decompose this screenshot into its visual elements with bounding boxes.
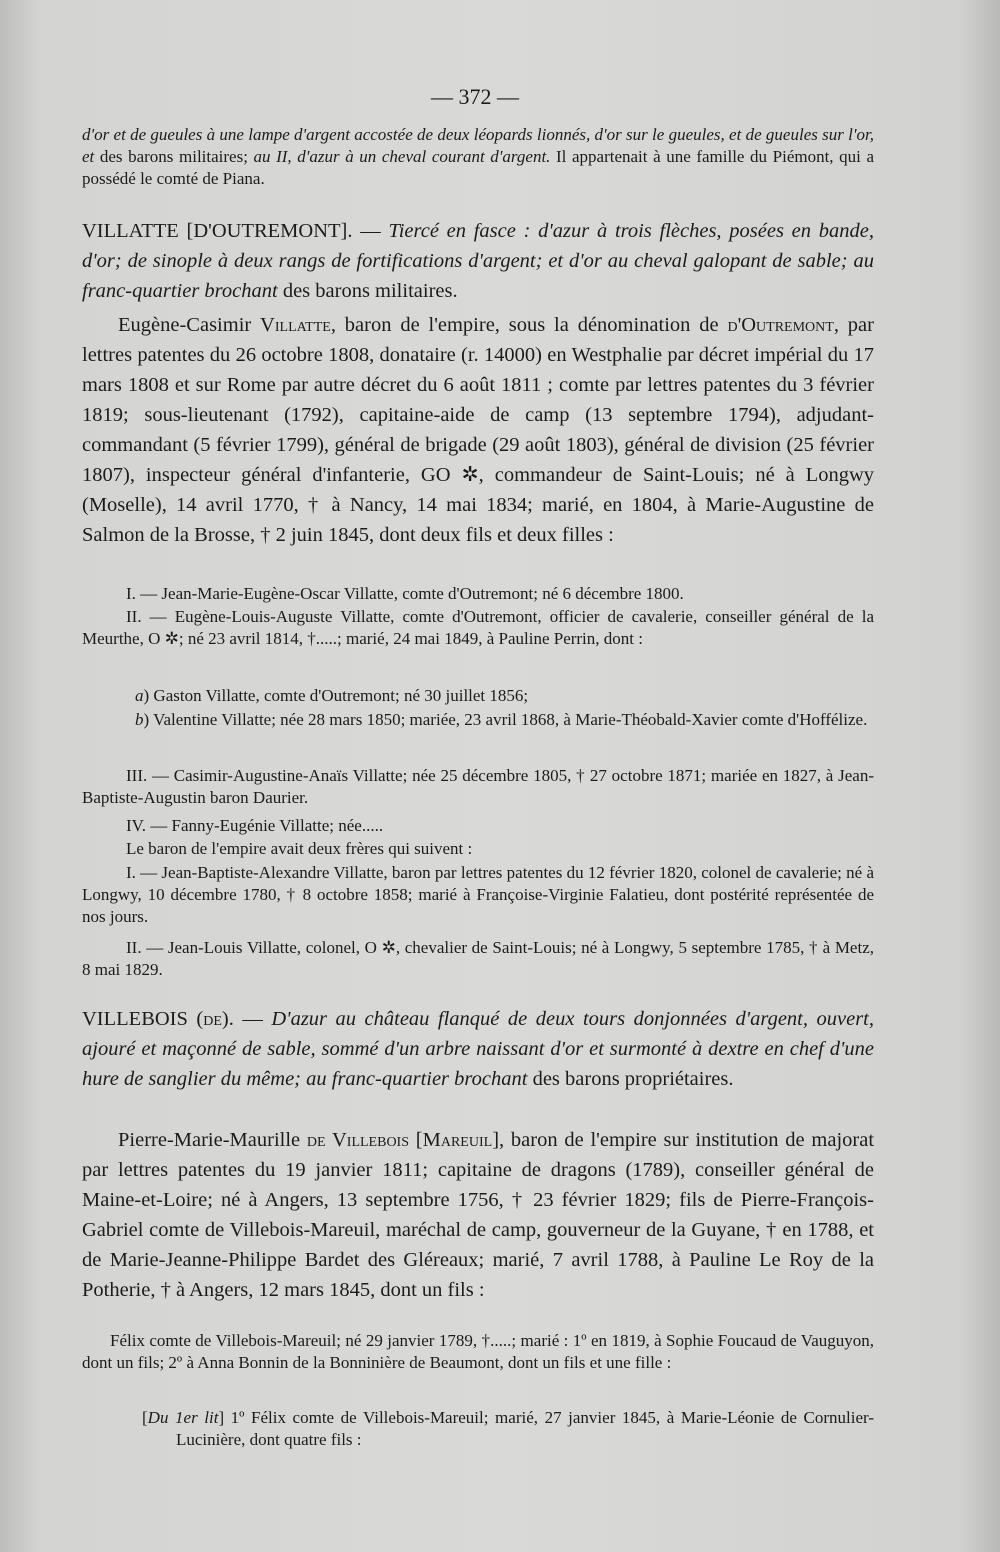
text-run: VILLEBOIS ( [82, 1008, 204, 1030]
text-run: des barons militaires. [282, 280, 458, 302]
italic-text-run: D'azur au château flanqué de deux tours donjonnées d'argent, ouvert, ajouré et maçonné de sable, sommé d'un arbre naissant d'or et surmonté à dextre en chef d'une hure de sanglier du même; au franc-quartier brochant [82, 1008, 874, 1090]
text-run: ) Gaston Villatte, comte d'Outremont; né 30 juillet 1856; [143, 686, 529, 705]
text-run: [ [409, 1129, 423, 1151]
text-run: Pierre-Marie-Maurille [118, 1129, 307, 1151]
text-run: ) Valentine Villatte; née 28 mars 1850; mariée, 23 avril 1868, à Marie-Théobald-Xavier comte d'Hoffélize. [143, 710, 868, 729]
villatte-heading-paragraph [82, 216, 874, 306]
text-run: II. — Jean-Louis Villatte, colonel, O ✲, chevalier de Saint-Louis; né à Longwy, 5 septembre 1785, † à Metz, 8 mai 1829. [82, 938, 874, 979]
italic-text-run: a [135, 686, 144, 705]
small-caps-text-run: Villatte [260, 314, 331, 336]
text-run: , par lettres patentes du 26 octobre 1808, donataire (r. 14000) en Westphalie par décret impérial du 17 mars 1808 et sur Rome par autre décret du 6 août 1811 ; comte par lettres patentes du 3 février 1819; sous-lieutenant (1792), capitaine-aide de camp (13 septembre 1794), adjudant-commandant (5 février 1799), général de brigade (29 août 1803), général de division (25 février 1807), inspecteur général d'infanterie, GO ✲, commandeur de Saint-Louis; né à Longwy (Moselle), 14 avril 1770, † à Nancy, 14 mai 1834; marié, en 1804, à Marie-Augustine de Salmon de la Brosse, † 2 juin 1845, dont deux fils et deux filles : [82, 314, 874, 546]
italic-text-run: Tiercé en fasce : d'azur à trois flèches, posées en bande, d'or; de sinople à deux rangs de fortifications d'argent; et d'or au cheval galopant de sable; au franc-quartier brochant [82, 220, 874, 302]
text-run: des barons militaires; [99, 147, 254, 166]
text-run: III. — Casimir-Augustine-Anaïs Villatte; née 25 décembre 1805, † 27 octobre 1871; mariée en 1827, à Jean-Baptiste-Augustin baron Daurier. [82, 766, 874, 807]
text-run: Il appartenait à une famille du Piémont, qui a possédé le comté de Piana. [82, 147, 874, 188]
villebois-bio-paragraph [82, 1125, 874, 1305]
text-run: I. — Jean-Baptiste-Alexandre Villatte, baron par lettres patentes du 12 février 1820, colonel de cavalerie; né à Longwy, 10 décembre 1780, † 8 octobre 1858; marié à Françoise-Virginie Falatieu, dont postérité représentée de nos jours. [82, 863, 874, 926]
text-run: IV. — Fanny-Eugénie Villatte; née..... [126, 816, 384, 835]
small-caps-text-run: d'Outremont [727, 314, 834, 336]
son-1-entry [82, 583, 874, 605]
text-run: Félix comte de Villebois-Mareuil; né 29 janvier 1789, †.....; marié : 1º en 1819, à Sophie Foucaud de Vauguyon, dont un fils; 2º à Anna Bonnin de la Bonninière de Beaumont, dont un fils et une fille : [82, 1331, 874, 1372]
small-caps-text-run: de [203, 1008, 222, 1030]
text-run: Eugène-Casimir [118, 314, 261, 336]
du-1er-lit-paragraph [142, 1407, 874, 1451]
villatte-bio-paragraph [82, 310, 874, 550]
text-run: [ [142, 1408, 148, 1427]
daughter-4-entry [82, 815, 874, 837]
child-b-entry [135, 709, 875, 731]
text-run: ). — [221, 1008, 272, 1030]
text-run: Le baron de l'empire avait deux frères qui suivent : [126, 839, 473, 858]
text-run: I. — Jean-Marie-Eugène-Oscar Villatte, comte d'Outremont; né 6 décembre 1800. [126, 584, 684, 603]
villebois-heading-paragraph [82, 1004, 874, 1094]
italic-text-run: au II, d'azur à un cheval courant d'argent. [253, 147, 557, 166]
text-run: , baron de l'empire, sous la dénomination de [330, 314, 728, 336]
text-run: VILLATTE [D'OUTREMONT]. — [82, 220, 389, 242]
brothers-intro-line [82, 838, 874, 860]
text-run: ] 1º Félix comte de Villebois-Mareuil; marié, 27 janvier 1845, à Marie-Léonie de Cornulier-Lucinière, dont quatre fils : [176, 1408, 874, 1449]
italic-text-run: Du 1er lit [147, 1408, 219, 1427]
text-run: ], baron de l'empire sur institution de majorat par lettres patentes du 19 janvier 1811; capitaine de dragons (1789), conseiller général de Maine-et-Loire; né à Angers, 13 septembre 1756, † 23 février 1829; fils de Pierre-François-Gabriel comte de Villebois-Mareuil, maréchal de camp, gouverneur de la Guyane, † en 1788, et de Marie-Jeanne-Philippe Bardet des Gléreaux; marié, 7 avril 1788, à Pauline Le Roy de la Potherie, † à Angers, 12 mars 1845, dont un fils : [82, 1129, 875, 1301]
italic-text-run: d'or et de gueules à une lampe d'argent accostée de deux léopards lionnés, d'or sur le gueules, et de gueules sur l'or, et [82, 125, 874, 166]
text-run: des barons propriétaires. [532, 1068, 734, 1090]
brother-1-entry [82, 862, 874, 928]
small-caps-text-run: de Villebois [306, 1129, 410, 1151]
brother-2-entry [82, 937, 874, 981]
intro-paragraph [82, 124, 874, 190]
page-number: — 372 — [431, 84, 519, 109]
son-2-entry [82, 606, 874, 650]
text-run: II. — Eugène-Louis-Auguste Villatte, comte d'Outremont, officier de cavalerie, conseiller général de la Meurthe, O ✲; né 23 avril 1814, †.....; marié, 24 mai 1849, à Pauline Perrin, dont : [82, 607, 874, 648]
child-a-entry [135, 685, 875, 707]
felix-paragraph [82, 1330, 874, 1374]
small-caps-text-run: Mareuil [422, 1129, 493, 1151]
italic-text-run: b [135, 710, 144, 729]
daughter-3-entry [82, 765, 874, 809]
